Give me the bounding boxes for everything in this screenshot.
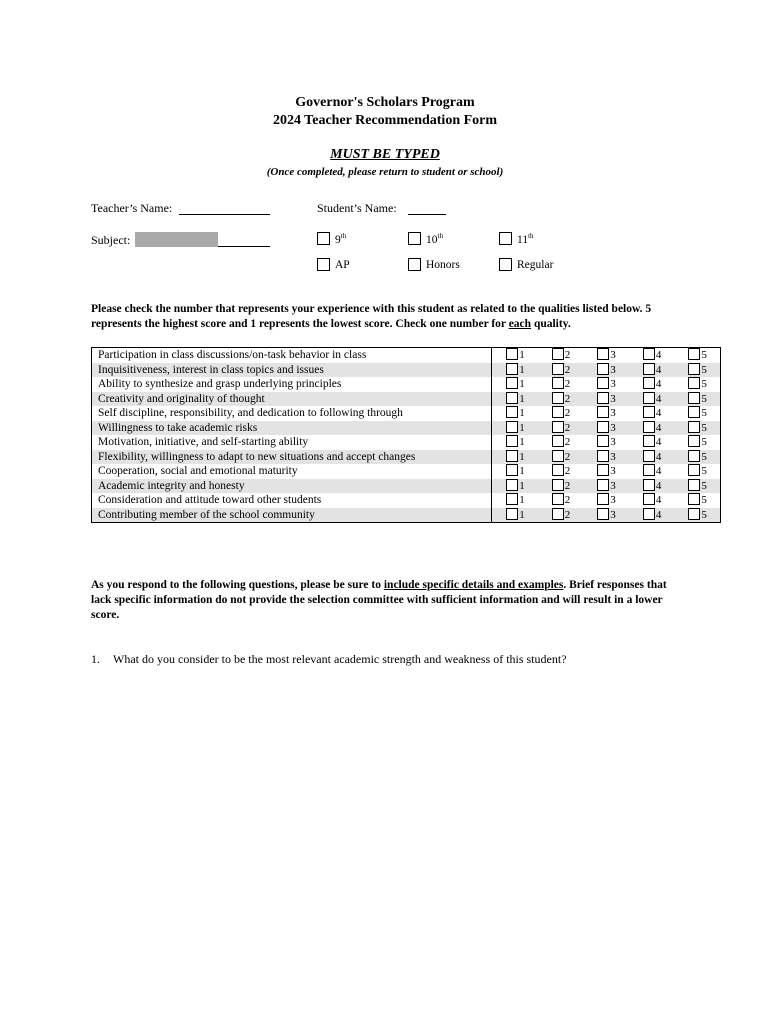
checkbox[interactable]	[506, 450, 518, 462]
score-number: 3	[610, 465, 616, 478]
score-option-3[interactable]	[583, 493, 629, 508]
score-option-3[interactable]	[583, 421, 629, 436]
score-option-2[interactable]	[538, 435, 584, 450]
grade-label: 9th	[335, 232, 347, 246]
question-1-number: 1.	[91, 652, 100, 666]
score-number: 3	[610, 363, 616, 376]
score-option-4[interactable]	[629, 406, 675, 421]
score-option-1[interactable]	[492, 508, 538, 523]
checkbox[interactable]	[506, 464, 518, 476]
score-number: 2	[564, 465, 571, 478]
score-number: 3	[610, 479, 616, 492]
score-number: 1	[519, 421, 525, 434]
score-option-4[interactable]	[629, 363, 675, 378]
score-option-3[interactable]	[583, 479, 629, 494]
score-option-1[interactable]	[492, 348, 538, 363]
checkbox[interactable]	[552, 377, 564, 389]
rating-row	[92, 479, 721, 494]
rating-row	[92, 348, 721, 363]
score-option-3[interactable]	[583, 406, 629, 421]
form-title: Governor's Scholars Program	[295, 95, 475, 110]
rating-instructions: Please check the number that represents your experience with this student as related to the qualities listed below. 5 represents the highest score and 1 represents the lowest score. Check one number for each quality.	[91, 303, 652, 330]
return-note: (Once completed, please return to student or school)	[266, 166, 504, 178]
score-option-4[interactable]	[629, 493, 675, 508]
score-option-2[interactable]	[538, 464, 584, 479]
score-option-1[interactable]	[492, 450, 538, 465]
checkbox[interactable]	[317, 258, 330, 271]
score-number: 3	[610, 508, 616, 521]
score-option-2[interactable]	[538, 450, 584, 465]
checkbox[interactable]	[597, 406, 609, 418]
score-option-2[interactable]	[538, 406, 584, 421]
score-number: 3	[610, 349, 616, 362]
score-option-4[interactable]	[629, 377, 675, 392]
checkbox[interactable]	[643, 392, 655, 404]
score-number: 2	[564, 392, 571, 405]
score-number: 4	[655, 465, 662, 478]
score-number: 2	[564, 494, 571, 507]
score-number: 2	[564, 349, 571, 362]
score-number: 1	[519, 494, 525, 507]
score-option-5[interactable]	[674, 392, 720, 407]
level-label: AP	[335, 258, 350, 271]
score-option-3[interactable]	[583, 435, 629, 450]
rating-row	[92, 435, 721, 450]
score-number: 1	[519, 465, 525, 478]
quality-label: Inquisitiveness, interest in class topics and issues	[92, 363, 492, 378]
score-number: 4	[655, 450, 662, 463]
score-option-2[interactable]	[538, 392, 584, 407]
score-option-5[interactable]	[674, 450, 720, 465]
checkbox[interactable]	[552, 435, 564, 447]
score-option-5[interactable]	[674, 363, 720, 378]
checkbox[interactable]	[688, 508, 700, 520]
checkbox[interactable]	[506, 493, 518, 505]
score-number: 1	[519, 378, 525, 391]
score-option-1[interactable]	[492, 421, 538, 436]
checkbox[interactable]	[597, 363, 609, 375]
level-label: Regular	[517, 258, 554, 271]
score-number: 2	[564, 479, 571, 492]
checkbox[interactable]	[643, 464, 655, 476]
score-option-5[interactable]	[674, 421, 720, 436]
score-number: 4	[655, 363, 662, 376]
score-number: 1	[519, 349, 525, 362]
checkbox[interactable]	[552, 392, 564, 404]
student-name-field[interactable]	[408, 200, 446, 215]
score-option-5[interactable]	[674, 493, 720, 508]
quality-label: Willingness to take academic risks	[92, 421, 492, 436]
grade-label: 11th	[517, 232, 534, 246]
score-number: 4	[655, 378, 662, 391]
checkbox[interactable]	[688, 421, 700, 433]
score-number: 5	[701, 421, 707, 434]
checkbox[interactable]	[552, 450, 564, 462]
score-number: 3	[610, 450, 616, 463]
score-option-3[interactable]	[583, 450, 629, 465]
checkbox[interactable]	[688, 348, 700, 360]
must-be-typed-notice: MUST BE TYPED	[330, 147, 440, 162]
score-number: 2	[564, 421, 571, 434]
quality-label: Academic integrity and honesty	[92, 479, 492, 494]
score-option-4[interactable]	[629, 421, 675, 436]
score-number: 5	[701, 450, 707, 463]
checkbox[interactable]	[597, 450, 609, 462]
score-number: 1	[519, 392, 525, 405]
checkbox[interactable]	[506, 377, 518, 389]
rating-row	[92, 450, 721, 465]
score-number: 5	[701, 392, 707, 405]
score-option-5[interactable]	[674, 406, 720, 421]
score-number: 3	[610, 392, 616, 405]
teacher-name-field[interactable]	[179, 200, 270, 215]
checkbox[interactable]	[688, 392, 700, 404]
checkbox[interactable]	[552, 363, 564, 375]
score-option-4[interactable]	[629, 435, 675, 450]
score-option-5[interactable]	[674, 377, 720, 392]
quality-label: Cooperation, social and emotional maturity	[92, 464, 492, 479]
level-option-ap[interactable]	[317, 258, 350, 271]
score-number: 2	[564, 378, 571, 391]
score-option-1[interactable]	[492, 493, 538, 508]
score-number: 1	[519, 450, 525, 463]
score-option-4[interactable]	[629, 392, 675, 407]
checkbox[interactable]	[552, 479, 564, 491]
rating-row	[92, 493, 721, 508]
response-guidance: As you respond to the following questions, please be sure to include specific details and examples. Brief responses that lack specific information do not provide the selection committee with sufficient information and will result in a lower score.	[91, 579, 667, 621]
score-option-3[interactable]	[583, 377, 629, 392]
checkbox[interactable]	[597, 421, 609, 433]
student-name-label: Student’s Name:	[317, 201, 397, 215]
score-number: 5	[701, 407, 707, 420]
checkbox[interactable]	[643, 421, 655, 433]
rating-row	[92, 377, 721, 392]
score-number: 5	[701, 465, 707, 478]
checkbox[interactable]	[643, 348, 655, 360]
checkbox[interactable]	[552, 493, 564, 505]
score-option-4[interactable]	[629, 508, 675, 523]
score-option-5[interactable]	[674, 435, 720, 450]
checkbox[interactable]	[552, 348, 564, 360]
checkbox[interactable]	[408, 232, 421, 245]
checkbox[interactable]	[688, 435, 700, 447]
score-number: 4	[655, 407, 662, 420]
score-option-3[interactable]	[583, 508, 629, 523]
score-number: 1	[519, 479, 525, 492]
checkbox[interactable]	[688, 406, 700, 418]
checkbox[interactable]	[643, 508, 655, 520]
rating-row	[92, 508, 721, 523]
score-option-2[interactable]	[538, 363, 584, 378]
checkbox[interactable]	[408, 258, 421, 271]
checkbox[interactable]	[506, 435, 518, 447]
score-number: 2	[564, 508, 571, 521]
checkbox[interactable]	[597, 493, 609, 505]
score-option-2[interactable]	[538, 348, 584, 363]
score-number: 2	[564, 407, 571, 420]
checkbox[interactable]	[506, 508, 518, 520]
checkbox[interactable]	[643, 493, 655, 505]
level-option-regular[interactable]	[499, 258, 553, 271]
checkbox[interactable]	[597, 464, 609, 476]
checkbox[interactable]	[688, 377, 700, 389]
score-option-4[interactable]	[629, 348, 675, 363]
score-number: 5	[701, 349, 707, 362]
form-subtitle: 2024 Teacher Recommendation Form	[272, 113, 498, 128]
checkbox[interactable]	[688, 363, 700, 375]
score-option-2[interactable]	[538, 377, 584, 392]
checkbox[interactable]	[597, 479, 609, 491]
score-number: 5	[701, 508, 707, 521]
score-option-1[interactable]	[492, 464, 538, 479]
score-option-2[interactable]	[538, 421, 584, 436]
score-number: 1	[519, 436, 525, 449]
checkbox[interactable]	[688, 464, 700, 476]
score-option-5[interactable]	[674, 508, 720, 523]
grade-option-11[interactable]	[499, 232, 534, 246]
redacted-subject	[135, 232, 218, 247]
score-option-1[interactable]	[492, 406, 538, 421]
score-number: 2	[564, 363, 571, 376]
score-number: 4	[655, 392, 662, 405]
score-option-2[interactable]	[538, 508, 584, 523]
score-number: 2	[564, 450, 571, 463]
score-number: 4	[655, 436, 662, 449]
rating-row	[92, 392, 721, 407]
checkbox[interactable]	[506, 392, 518, 404]
subject-label: Subject:	[91, 233, 131, 247]
score-number: 5	[701, 378, 707, 391]
score-number: 5	[701, 494, 707, 507]
checkbox[interactable]	[688, 479, 700, 491]
ratings-table	[91, 347, 721, 523]
question-1-text: What do you consider to be the most relevant academic strength and weakness of this student?	[113, 652, 567, 666]
score-number: 5	[701, 479, 707, 492]
checkbox[interactable]	[688, 493, 700, 505]
checkbox[interactable]	[597, 348, 609, 360]
checkbox[interactable]	[499, 232, 512, 245]
level-option-honors[interactable]	[408, 258, 460, 271]
checkbox[interactable]	[597, 508, 609, 520]
score-number: 2	[564, 436, 571, 449]
checkbox[interactable]	[643, 450, 655, 462]
checkbox[interactable]	[643, 406, 655, 418]
checkbox[interactable]	[552, 406, 564, 418]
quality-label: Motivation, initiative, and self-starting ability	[92, 435, 492, 450]
quality-label: Participation in class discussions/on-task behavior in class	[92, 348, 492, 363]
checkbox[interactable]	[643, 363, 655, 375]
score-number: 4	[655, 479, 662, 492]
score-number: 3	[610, 494, 616, 507]
score-number: 3	[610, 421, 616, 434]
score-number: 4	[655, 421, 662, 434]
checkbox[interactable]	[597, 435, 609, 447]
score-number: 4	[655, 494, 662, 507]
grade-option-9[interactable]	[317, 232, 346, 246]
score-number: 4	[655, 349, 662, 362]
grade-label: 10th	[426, 232, 443, 246]
score-option-4[interactable]	[629, 464, 675, 479]
checkbox[interactable]	[552, 508, 564, 520]
checkbox[interactable]	[499, 258, 512, 271]
score-option-1[interactable]	[492, 479, 538, 494]
score-number: 3	[610, 436, 616, 449]
score-number: 1	[519, 363, 525, 376]
rating-row	[92, 421, 721, 436]
score-option-5[interactable]	[674, 464, 720, 479]
checkbox[interactable]	[317, 232, 330, 245]
score-option-5[interactable]	[674, 348, 720, 363]
checkbox[interactable]	[552, 421, 564, 433]
rating-row	[92, 406, 721, 421]
quality-label: Ability to synthesize and grasp underlying principles	[92, 377, 492, 392]
score-number: 1	[519, 508, 525, 521]
grade-option-10[interactable]	[408, 232, 443, 246]
score-number: 5	[701, 363, 707, 376]
score-option-2[interactable]	[538, 479, 584, 494]
checkbox[interactable]	[597, 377, 609, 389]
score-option-5[interactable]	[674, 479, 720, 494]
score-option-3[interactable]	[583, 348, 629, 363]
checkbox[interactable]	[506, 479, 518, 491]
quality-label: Self discipline, responsibility, and dedication to following through	[92, 406, 492, 421]
score-option-3[interactable]	[583, 392, 629, 407]
score-option-2[interactable]	[538, 493, 584, 508]
checkbox[interactable]	[506, 421, 518, 433]
checkbox[interactable]	[506, 363, 518, 375]
checkbox[interactable]	[643, 479, 655, 491]
score-number: 3	[610, 378, 616, 391]
checkbox[interactable]	[643, 377, 655, 389]
score-option-4[interactable]	[629, 450, 675, 465]
subject-field[interactable]	[135, 232, 270, 247]
score-option-1[interactable]	[492, 377, 538, 392]
level-label: Honors	[426, 258, 460, 271]
score-option-3[interactable]	[583, 363, 629, 378]
checkbox[interactable]	[643, 435, 655, 447]
score-number: 5	[701, 436, 707, 449]
score-option-1[interactable]	[492, 363, 538, 378]
checkbox[interactable]	[506, 406, 518, 418]
score-number: 3	[610, 407, 616, 420]
score-option-1[interactable]	[492, 392, 538, 407]
quality-label: Consideration and attitude toward other students	[92, 493, 492, 508]
score-number: 1	[519, 407, 525, 420]
rating-row	[92, 363, 721, 378]
checkbox[interactable]	[506, 348, 518, 360]
score-option-1[interactable]	[492, 435, 538, 450]
quality-label: Flexibility, willingness to adapt to new situations and accept changes	[92, 450, 492, 465]
rating-row	[92, 464, 721, 479]
score-option-4[interactable]	[629, 479, 675, 494]
checkbox[interactable]	[552, 464, 564, 476]
quality-label: Contributing member of the school community	[92, 508, 492, 523]
teacher-name-label: Teacher’s Name:	[91, 201, 173, 215]
score-number: 4	[655, 508, 662, 521]
quality-label: Creativity and originality of thought	[92, 392, 492, 407]
score-option-3[interactable]	[583, 464, 629, 479]
checkbox[interactable]	[688, 450, 700, 462]
checkbox[interactable]	[597, 392, 609, 404]
